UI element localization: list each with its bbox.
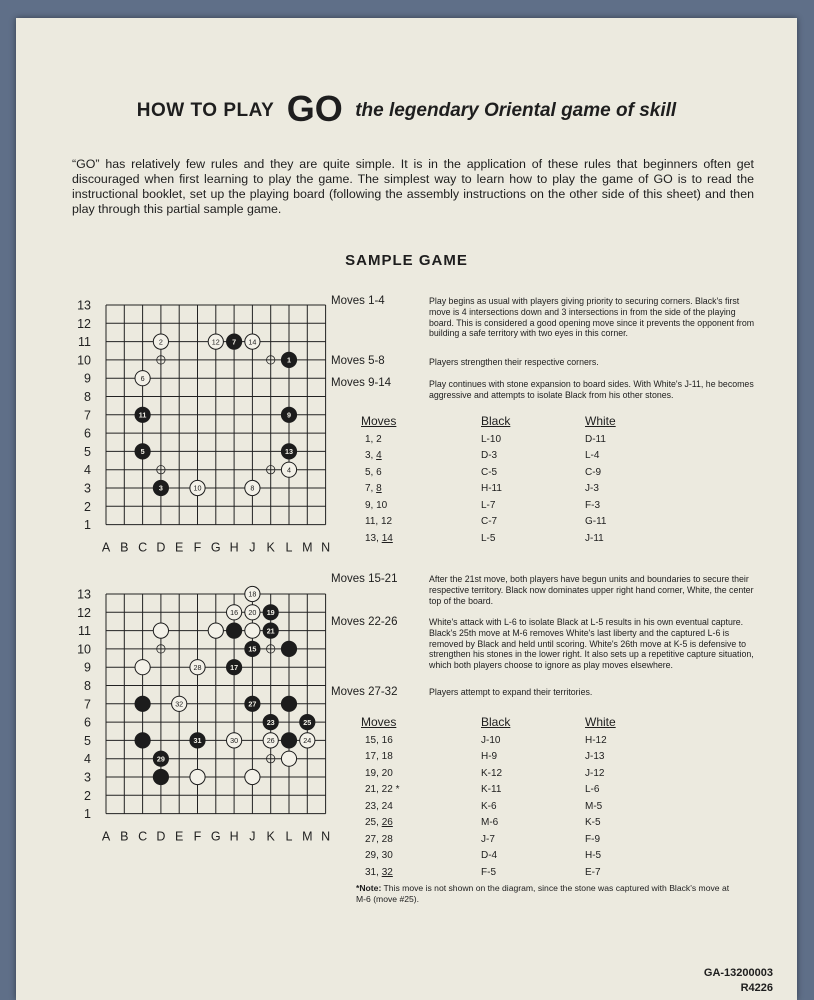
column-label: K <box>266 829 275 844</box>
commentary-label-6: Moves 27-32 <box>331 686 398 698</box>
stone-number: 20 <box>248 608 257 617</box>
black-stone <box>281 733 296 748</box>
white-stone <box>281 751 296 766</box>
column-label: N <box>321 540 331 555</box>
white-stone <box>208 623 223 638</box>
black-stone <box>153 769 168 784</box>
stone-disc <box>245 623 260 638</box>
footnote-text: This move is not shown on the diagram, since the stone was captured with Black's move at M-6 (move #25). <box>356 883 730 904</box>
column-label: A <box>101 829 111 844</box>
title-game: GO <box>286 88 343 129</box>
row-label: 1 <box>84 807 91 822</box>
white-move-cell: E-7 <box>585 866 601 878</box>
stone-number: 3 <box>158 483 163 493</box>
row-label: 5 <box>84 733 91 748</box>
sample-game-heading: SAMPLE GAME <box>345 252 468 269</box>
commentary-label-5: Moves 22-26 <box>331 616 398 628</box>
commentary-text-5: White's attack with L-6 to isolate Black at L-5 results in his own eventual capture. Black's 25th move at M-6 removes White's last liberty and the captured L-6 is removed by Black and held until scoring. White's 26th move at K-5 is defensive to strengthen his stones in the lower right. It also sets up a repetitive capture situation, which both players choose to ignore as play moves elsewhere. <box>429 617 754 671</box>
moves-cell: 21, 22 * <box>365 784 400 796</box>
moves-cell: 13, 14 <box>365 532 393 544</box>
column-label: F <box>193 829 202 844</box>
white-stone <box>135 660 150 675</box>
black-stone <box>135 407 150 422</box>
white-move-cell: J-13 <box>585 751 605 763</box>
black-move-cell: K-12 <box>481 767 503 779</box>
moves-cell: 3, 4 <box>365 450 382 462</box>
black-move-cell: L-7 <box>481 499 496 511</box>
stone-number: 7 <box>232 337 237 347</box>
col-header-moves: Moves <box>361 715 397 729</box>
black-stone <box>227 623 242 638</box>
white-move-cell: G-11 <box>585 516 607 528</box>
white-stone <box>245 623 260 638</box>
white-stone <box>227 733 242 748</box>
table-row <box>361 497 685 514</box>
black-stone <box>263 715 278 730</box>
stone-number: 13 <box>285 447 293 457</box>
commentary-label-1: Moves 1-4 <box>331 295 385 307</box>
column-label: H <box>229 540 239 555</box>
row-label: 12 <box>77 316 91 331</box>
commentary-text-3: Play continues with stone expansion to board sides. With White's J-11, he becomes aggressive and attempts to isolate Black from his other stones. <box>429 379 754 400</box>
white-move-cell: J-11 <box>585 532 604 544</box>
footnote <box>356 883 736 904</box>
stone-number: 15 <box>248 644 257 654</box>
white-move-cell: J-3 <box>585 483 599 495</box>
white-move-cell: K-5 <box>585 817 601 829</box>
table-row <box>361 848 685 865</box>
row-label: 4 <box>84 752 91 767</box>
stone-number: 31 <box>193 736 202 746</box>
moves-cell: 1, 2 <box>365 433 382 445</box>
stone-disc <box>281 751 296 766</box>
col-header-black: Black <box>481 414 511 428</box>
stone-number: 8 <box>250 483 255 493</box>
intro-paragraph: “GO” has relatively few rules and they are quite simple. It is in the application of these rules that beginners often get discouraged when first learning to play the game. The simplest way to learn how to play the game of GO is to read the instructional booklet, set up the playing board (following the assembly instructions on the other side of this sheet) and then play through this partial sample game. <box>72 157 754 216</box>
go-board-diagram-2 <box>66 579 331 849</box>
product-code <box>704 966 773 996</box>
commentary-label-2: Moves 5-8 <box>331 355 385 367</box>
column-label: C <box>138 829 148 844</box>
black-stone <box>281 641 296 656</box>
stone-disc <box>245 769 260 784</box>
moves-cell: 5, 6 <box>365 466 382 478</box>
black-stone <box>227 334 242 349</box>
row-label: 11 <box>78 335 91 350</box>
stone-number: 12 <box>211 337 220 347</box>
board-1-svg <box>66 290 331 560</box>
stone-number: 1 <box>287 355 291 365</box>
black-move-cell: H-9 <box>481 751 498 763</box>
white-stone <box>172 696 187 711</box>
black-stone <box>281 352 296 367</box>
stone-disc <box>135 660 150 675</box>
table-row <box>361 530 685 547</box>
column-label: A <box>101 540 111 555</box>
stone-number: 14 <box>248 337 257 347</box>
title-subtitle: the legendary Oriental game of skill <box>355 100 677 121</box>
white-stone <box>190 480 205 495</box>
stone-number: 10 <box>193 483 202 493</box>
black-stone <box>135 444 150 459</box>
moves-cell: 19, 20 <box>365 767 393 779</box>
black-stone <box>245 641 260 656</box>
underlined-move-number: 4 <box>376 450 382 462</box>
underlined-move-number: 14 <box>381 532 393 544</box>
column-label: G <box>210 829 221 844</box>
stone-number: 21 <box>266 626 275 636</box>
black-move-cell: D-3 <box>481 450 498 462</box>
white-move-cell: F-9 <box>585 833 600 845</box>
instruction-sheet <box>16 18 797 1000</box>
row-label: 13 <box>77 298 91 313</box>
white-stone <box>135 371 150 386</box>
stone-number: 18 <box>248 589 257 599</box>
moves-cell: 17, 18 <box>365 751 393 763</box>
row-label: 10 <box>77 353 91 368</box>
row-label: 10 <box>77 642 91 657</box>
white-stone <box>281 462 296 477</box>
column-label: N <box>321 829 331 844</box>
row-label: 9 <box>84 660 91 675</box>
white-stone <box>153 623 168 638</box>
row-label: 12 <box>77 605 91 620</box>
column-label: B <box>120 829 129 844</box>
row-label: 5 <box>84 444 91 459</box>
column-label: L <box>285 540 293 555</box>
title-prefix: HOW TO PLAY <box>136 100 275 121</box>
black-stone <box>153 751 168 766</box>
white-stone <box>263 733 278 748</box>
moves-cell: 25, 26 <box>365 817 393 829</box>
black-move-cell: D-4 <box>481 850 498 862</box>
commentary-text-6: Players attempt to expand their territories. <box>429 687 593 697</box>
row-label: 8 <box>84 679 91 693</box>
white-move-cell: M-5 <box>585 800 603 812</box>
black-move-cell: K-11 <box>481 784 502 796</box>
stone-number: 27 <box>248 699 257 709</box>
stone-number: 16 <box>230 608 239 617</box>
black-move-cell: C-5 <box>481 466 498 478</box>
black-stone <box>245 696 260 711</box>
column-label: J <box>249 540 256 555</box>
column-label: C <box>138 540 148 555</box>
black-stone <box>281 407 296 422</box>
commentary-text-1: Play begins as usual with players giving priority to securing corners. Black's first move is 4 intersections down and 3 intersections in from the side of the playing board. This is considered a good opening move since it prevents the opponent from building a safe territory with two eyes in this corner. <box>429 296 755 339</box>
stone-number: 28 <box>193 662 202 672</box>
white-move-cell: H-12 <box>585 734 607 746</box>
black-move-cell: K-6 <box>481 800 497 812</box>
stone-disc <box>227 623 242 638</box>
moves-cell: 29, 30 <box>365 850 393 862</box>
row-label: 2 <box>84 499 91 514</box>
stone-number: 6 <box>140 373 145 383</box>
row-label: 7 <box>84 408 91 423</box>
black-stone <box>153 480 168 495</box>
col-header-white: White <box>585 414 616 428</box>
column-label: B <box>120 540 129 555</box>
stone-disc <box>135 696 150 711</box>
white-stone <box>190 769 205 784</box>
column-label: E <box>175 540 184 555</box>
moves-cell: 23, 24 <box>365 800 393 812</box>
stone-number: 25 <box>303 717 312 727</box>
stone-disc <box>208 623 223 638</box>
stone-number: 29 <box>156 754 165 764</box>
black-move-cell: J-10 <box>481 734 501 746</box>
row-label: 6 <box>84 715 91 730</box>
stone-number: 17 <box>230 662 239 672</box>
moves-cell: 27, 28 <box>365 833 393 845</box>
stone-number: 2 <box>158 337 163 347</box>
white-stone <box>153 334 168 349</box>
table-row <box>361 831 685 848</box>
column-label: L <box>285 829 293 844</box>
white-stone <box>245 769 260 784</box>
stone-number: 32 <box>175 699 184 709</box>
black-move-cell: C-7 <box>481 516 498 528</box>
stone-disc <box>190 769 205 784</box>
table-row <box>361 815 685 832</box>
stone-number: 23 <box>266 717 275 727</box>
table-row <box>361 431 685 448</box>
white-stone <box>208 334 223 349</box>
black-stone <box>263 605 278 620</box>
stone-disc <box>135 733 150 748</box>
row-label: 4 <box>84 463 91 478</box>
white-move-cell: D-11 <box>585 433 606 445</box>
column-label: F <box>193 540 202 555</box>
black-stone <box>281 696 296 711</box>
table-row <box>361 464 685 481</box>
black-move-cell: L-10 <box>481 433 502 445</box>
stone-disc <box>281 696 296 711</box>
page-title <box>16 88 797 130</box>
moves-table-1 <box>361 414 685 547</box>
row-label: 13 <box>77 587 91 602</box>
underlined-move-number: 32 <box>381 866 393 878</box>
white-move-cell: H-5 <box>585 850 602 862</box>
row-label: 11 <box>78 624 91 639</box>
product-code-line-2: R4226 <box>740 982 773 994</box>
table-row <box>361 448 685 465</box>
moves-table-2 <box>361 715 685 881</box>
row-label: 1 <box>84 518 91 533</box>
row-label: 3 <box>84 770 91 785</box>
column-label: D <box>156 829 166 844</box>
table-row <box>361 749 685 766</box>
commentary-text-4: After the 21st move, both players have begun units and boundaries to secure their respective territory. Black now dominates upper right hand corner, White, the center top of the board. <box>429 574 754 606</box>
moves-cell: 15, 16 <box>365 734 393 746</box>
column-label: G <box>210 540 221 555</box>
black-stone <box>281 444 296 459</box>
white-move-cell: J-12 <box>585 767 605 779</box>
moves-cell: 9, 10 <box>365 499 388 511</box>
stone-disc <box>153 769 168 784</box>
white-stone <box>245 605 260 620</box>
board-2-svg <box>66 579 331 849</box>
moves-cell: 31, 32 <box>365 866 393 878</box>
black-move-cell: J-7 <box>481 833 495 845</box>
stone-disc <box>281 733 296 748</box>
underlined-move-number: 26 <box>381 817 393 829</box>
col-header-moves: Moves <box>361 414 397 428</box>
underlined-move-number: 8 <box>376 483 382 495</box>
stone-number: 30 <box>230 736 239 746</box>
black-move-cell: M-6 <box>481 817 499 829</box>
white-move-cell: C-9 <box>585 466 602 478</box>
stone-number: 4 <box>287 465 291 475</box>
commentary-label-4: Moves 15-21 <box>331 573 398 585</box>
table-row <box>361 798 685 815</box>
black-move-cell: H-11 <box>481 483 502 495</box>
moves-cell: 7, 8 <box>365 483 382 495</box>
stone-number: 5 <box>140 447 145 457</box>
row-label: 7 <box>84 697 91 712</box>
black-stone <box>263 623 278 638</box>
stone-disc <box>281 641 296 656</box>
black-stone <box>227 660 242 675</box>
black-stone <box>190 733 205 748</box>
commentary-text-2: Players strengthen their respective corners. <box>429 357 599 367</box>
table-row <box>361 732 685 749</box>
stone-number: 24 <box>303 736 312 746</box>
row-label: 8 <box>84 390 91 404</box>
column-label: J <box>249 829 256 844</box>
table-row <box>361 514 685 531</box>
white-stone <box>245 334 260 349</box>
row-label: 2 <box>84 788 91 803</box>
table-row <box>361 481 685 498</box>
stone-number: 19 <box>266 608 275 617</box>
black-move-cell: L-5 <box>481 532 496 544</box>
col-header-white: White <box>585 715 616 729</box>
table-row <box>361 765 685 782</box>
column-label: E <box>175 829 184 844</box>
column-label: D <box>156 540 166 555</box>
commentary-label-3: Moves 9-14 <box>331 377 392 389</box>
black-move-cell: F-5 <box>481 866 496 878</box>
white-move-cell: L-4 <box>585 450 600 462</box>
black-stone <box>135 696 150 711</box>
white-stone <box>300 733 315 748</box>
row-label: 9 <box>84 371 91 386</box>
white-stone <box>245 586 260 601</box>
table-row <box>361 864 685 881</box>
column-label: M <box>302 540 313 555</box>
black-stone <box>300 715 315 730</box>
stone-number: 9 <box>287 410 291 420</box>
white-stone <box>227 605 242 620</box>
row-label: 3 <box>84 481 91 496</box>
stone-disc <box>153 623 168 638</box>
black-stone <box>135 733 150 748</box>
column-label: H <box>229 829 239 844</box>
white-move-cell: L-6 <box>585 784 600 796</box>
moves-cell: 11, 12 <box>365 516 393 528</box>
column-label: K <box>266 540 275 555</box>
go-board-diagram-1 <box>66 290 331 560</box>
stone-number: 11 <box>138 410 147 420</box>
white-stone <box>245 480 260 495</box>
product-code-line-1: GA-13200003 <box>703 967 773 979</box>
footnote-label: *Note: <box>356 883 382 893</box>
row-label: 6 <box>84 426 91 441</box>
white-move-cell: F-3 <box>585 499 600 511</box>
column-label: M <box>302 829 313 844</box>
col-header-black: Black <box>481 715 511 729</box>
table-row <box>361 782 685 799</box>
white-stone <box>190 660 205 675</box>
stone-number: 26 <box>266 736 275 746</box>
